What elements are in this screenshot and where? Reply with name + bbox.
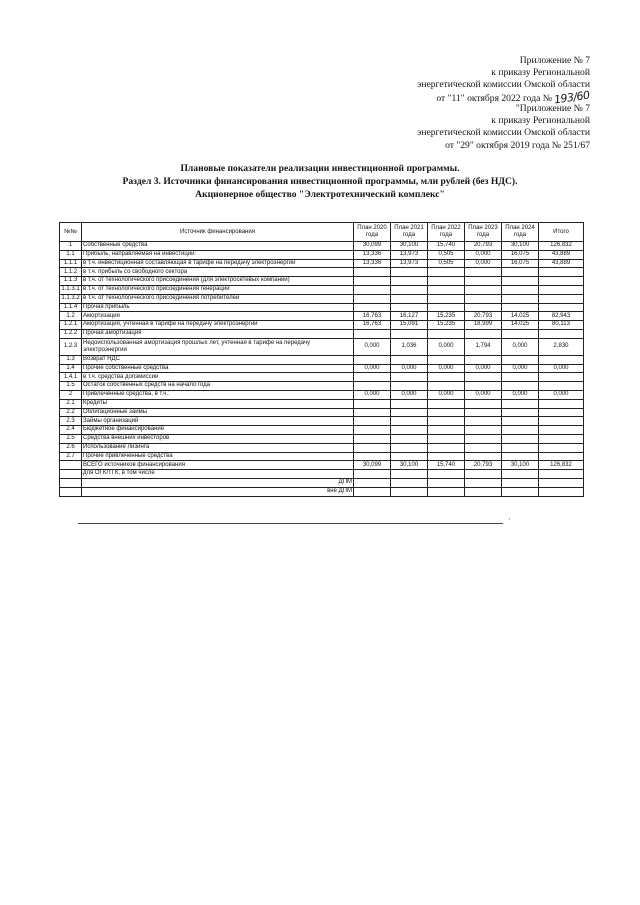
cell-plan-2020: 16,763 <box>354 321 391 330</box>
cell-plan-2022 <box>428 373 465 382</box>
cell-plan-2022 <box>428 268 465 277</box>
cell-plan-2024 <box>502 285 539 294</box>
appendix-new-header <box>417 55 590 105</box>
cell-plan-2021 <box>391 373 428 382</box>
header-source: Источник финансирования <box>82 223 354 242</box>
cell-plan-2024: 16,075 <box>502 259 539 268</box>
cell-plan-2021 <box>391 399 428 408</box>
cell-plan-2021 <box>391 417 428 426</box>
cell-plan-2021: 1,036 <box>391 338 428 355</box>
cell-total <box>539 408 584 417</box>
header-total: Итого <box>539 223 584 242</box>
cell-plan-2021: 30,100 <box>391 461 428 470</box>
cell-plan-2022: 15,235 <box>428 321 465 330</box>
cell-plan-2021 <box>391 426 428 435</box>
cell-plan-2023 <box>465 303 502 312</box>
table-row <box>60 338 584 355</box>
cell-plan-2020 <box>354 399 391 408</box>
table-row <box>60 373 584 382</box>
cell-plan-2020: 30,099 <box>354 461 391 470</box>
cell-num: 1.1.4 <box>60 303 82 312</box>
cell-plan-2020 <box>354 487 391 496</box>
cell-source: Прочая прибыль <box>82 303 354 312</box>
table-row <box>60 312 584 321</box>
cell-plan-2022 <box>428 355 465 364</box>
cell-plan-2020: 0,000 <box>354 364 391 373</box>
cell-total <box>539 487 584 496</box>
table-row <box>60 408 584 417</box>
cell-source: Займы организаций <box>82 417 354 426</box>
cell-plan-2023 <box>465 434 502 443</box>
cell-plan-2020 <box>354 434 391 443</box>
cell-plan-2020 <box>354 408 391 417</box>
cell-source: Прочие собственные средства <box>82 364 354 373</box>
cell-plan-2023 <box>465 382 502 391</box>
table-row <box>60 478 584 487</box>
table-row <box>60 294 584 303</box>
cell-plan-2024: 0,000 <box>502 338 539 355</box>
table-row <box>60 285 584 294</box>
cell-plan-2024: 14,025 <box>502 312 539 321</box>
cell-plan-2023 <box>465 470 502 479</box>
cell-plan-2022 <box>428 277 465 286</box>
cell-total: 126,832 <box>539 461 584 470</box>
cell-total: 43,889 <box>539 259 584 268</box>
cell-source: в т.ч. средства допэмиссии <box>82 373 354 382</box>
cell-plan-2021 <box>391 408 428 417</box>
header-plan-2021: План 2021 года <box>391 223 428 242</box>
cell-plan-2022 <box>428 303 465 312</box>
appendix-line: к приказу Региональной <box>491 115 590 127</box>
cell-num: 1.2 <box>60 312 82 321</box>
cell-plan-2021: 13,973 <box>391 259 428 268</box>
title-line-2: Раздел 3. Источники финансирования инвестиционной программы, млн рублей (без НДС). <box>122 176 518 187</box>
cell-total: 82,943 <box>539 312 584 321</box>
cell-plan-2023 <box>465 426 502 435</box>
cell-source: в т.ч. от технологического присоединения генерации <box>82 285 354 294</box>
appendix-old-header <box>417 103 590 152</box>
cell-total <box>539 277 584 286</box>
cell-plan-2023: 20,793 <box>465 312 502 321</box>
cell-plan-2020 <box>354 443 391 452</box>
appendix-date-text: от "11" октября 2022 года № <box>436 92 552 104</box>
cell-plan-2022 <box>428 443 465 452</box>
cell-source: в т.ч. от технологического присоединения потребителей <box>82 294 354 303</box>
cell-plan-2021 <box>391 303 428 312</box>
cell-plan-2022: 15,235 <box>428 312 465 321</box>
footer-rule <box>78 523 503 524</box>
table-row <box>60 390 584 399</box>
cell-plan-2024 <box>502 355 539 364</box>
cell-total <box>539 382 584 391</box>
cell-plan-2020 <box>354 470 391 479</box>
cell-plan-2020 <box>354 373 391 382</box>
header-num: №№ <box>60 223 82 242</box>
cell-plan-2022: 0,000 <box>428 390 465 399</box>
cell-total <box>539 268 584 277</box>
cell-plan-2021 <box>391 294 428 303</box>
cell-plan-2022 <box>428 285 465 294</box>
cell-plan-2023: 20,793 <box>465 242 502 251</box>
cell-plan-2022: 0,505 <box>428 259 465 268</box>
cell-source: Привлеченные средства, в т.ч.: <box>82 390 354 399</box>
cell-plan-2023: 0,000 <box>465 250 502 259</box>
cell-plan-2022 <box>428 329 465 338</box>
cell-plan-2021 <box>391 329 428 338</box>
cell-plan-2023 <box>465 452 502 461</box>
cell-plan-2020 <box>354 268 391 277</box>
cell-total <box>539 399 584 408</box>
table-row <box>60 452 584 461</box>
cell-plan-2021: 0,000 <box>391 390 428 399</box>
cell-plan-2023 <box>465 399 502 408</box>
document-title <box>0 162 640 201</box>
cell-num: 2.7 <box>60 452 82 461</box>
cell-plan-2023 <box>465 487 502 496</box>
cell-num: 1.2.1 <box>60 321 82 330</box>
cell-plan-2020 <box>354 382 391 391</box>
appendix-line: Приложение № 7 <box>519 55 590 66</box>
cell-plan-2023 <box>465 443 502 452</box>
cell-plan-2021: 0,000 <box>391 364 428 373</box>
cell-plan-2020 <box>354 277 391 286</box>
cell-num <box>60 478 82 487</box>
cell-num: 1.3 <box>60 355 82 364</box>
cell-total <box>539 355 584 364</box>
header-plan-2022: План 2022 года <box>428 223 465 242</box>
cell-source: Прочие привлеченные средства <box>82 452 354 461</box>
cell-source: Недоиспользованная амортизация прошлых лет, учтенная в тарифе на передачу электроэнергии <box>82 338 354 355</box>
appendix-line: "Приложение № 7 <box>515 103 590 114</box>
cell-num: 2 <box>60 390 82 399</box>
cell-plan-2024 <box>502 434 539 443</box>
cell-plan-2024: 14,025 <box>502 321 539 330</box>
cell-plan-2022 <box>428 487 465 496</box>
header-plan-2023: План 2023 года <box>465 223 502 242</box>
appendix-line: энергетической комиссии Омской области <box>417 79 590 91</box>
cell-source: ДПМ <box>82 478 354 487</box>
cell-source: Собственные средства <box>82 242 354 251</box>
footer-mark: · <box>508 515 511 524</box>
cell-plan-2021 <box>391 434 428 443</box>
cell-plan-2021 <box>391 268 428 277</box>
cell-plan-2024: 0,000 <box>502 390 539 399</box>
cell-total <box>539 285 584 294</box>
table-row <box>60 268 584 277</box>
table-row <box>60 434 584 443</box>
cell-num: 1.4 <box>60 364 82 373</box>
cell-plan-2020: 13,336 <box>354 250 391 259</box>
cell-source: Возврат НДС <box>82 355 354 364</box>
table-row <box>60 443 584 452</box>
header-plan-2020: План 2020 года <box>354 223 391 242</box>
cell-plan-2020 <box>354 294 391 303</box>
cell-plan-2020 <box>354 417 391 426</box>
cell-num: 1.5 <box>60 382 82 391</box>
cell-num: 1.2.3 <box>60 338 82 355</box>
cell-plan-2022 <box>428 470 465 479</box>
cell-plan-2024 <box>502 408 539 417</box>
appendix-line: к приказу Региональной <box>491 67 590 79</box>
cell-plan-2021: 15,091 <box>391 321 428 330</box>
cell-plan-2020 <box>354 355 391 364</box>
cell-plan-2023 <box>465 417 502 426</box>
cell-plan-2020 <box>354 285 391 294</box>
title-line-3: Акционерное общество "Электротехнический комплекс" <box>195 189 445 200</box>
cell-plan-2024: 30,100 <box>502 242 539 251</box>
cell-plan-2022 <box>428 294 465 303</box>
cell-total: 43,889 <box>539 250 584 259</box>
table-body <box>60 242 584 497</box>
cell-plan-2023 <box>465 408 502 417</box>
cell-plan-2022 <box>428 426 465 435</box>
cell-num <box>60 470 82 479</box>
cell-num: 2.1 <box>60 399 82 408</box>
cell-plan-2020: 30,099 <box>354 242 391 251</box>
cell-plan-2023: 18,999 <box>465 321 502 330</box>
cell-plan-2023: 0,000 <box>465 364 502 373</box>
cell-plan-2024 <box>502 277 539 286</box>
cell-plan-2020: 16,763 <box>354 312 391 321</box>
cell-num: 1.4.1 <box>60 373 82 382</box>
cell-plan-2022 <box>428 478 465 487</box>
cell-plan-2021: 13,973 <box>391 250 428 259</box>
cell-plan-2024 <box>502 329 539 338</box>
table-row <box>60 355 584 364</box>
cell-total <box>539 303 584 312</box>
table-row <box>60 461 584 470</box>
cell-plan-2022 <box>428 399 465 408</box>
cell-plan-2022: 15,740 <box>428 461 465 470</box>
header-plan-2024: План 2024 года <box>502 223 539 242</box>
cell-plan-2020: 13,336 <box>354 259 391 268</box>
cell-source: Бюджетное финансирование <box>82 426 354 435</box>
cell-source: Средства внешних инвесторов <box>82 434 354 443</box>
cell-plan-2020: 0,000 <box>354 390 391 399</box>
cell-plan-2022: 0,000 <box>428 364 465 373</box>
cell-source: Прочая амортизация <box>82 329 354 338</box>
table-row <box>60 364 584 373</box>
cell-plan-2021 <box>391 452 428 461</box>
cell-total <box>539 443 584 452</box>
cell-plan-2020 <box>354 478 391 487</box>
cell-source: Амортизация, учтенная в тарифе на передачу электроэнергии <box>82 321 354 330</box>
cell-num <box>60 461 82 470</box>
cell-source: Кредиты <box>82 399 354 408</box>
cell-source: Прибыль, направляемая на инвестиции: <box>82 250 354 259</box>
cell-total: 126,832 <box>539 242 584 251</box>
cell-plan-2021: 30,100 <box>391 242 428 251</box>
cell-plan-2020 <box>354 452 391 461</box>
cell-total <box>539 329 584 338</box>
cell-num: 1.1.3.2 <box>60 294 82 303</box>
cell-plan-2021: 16,127 <box>391 312 428 321</box>
cell-num: 1.1 <box>60 250 82 259</box>
cell-total <box>539 294 584 303</box>
appendix-line: от "29" октября 2019 года № 251/67 <box>445 139 590 151</box>
cell-plan-2022 <box>428 417 465 426</box>
cell-total <box>539 417 584 426</box>
cell-plan-2024 <box>502 426 539 435</box>
cell-plan-2022: 15,740 <box>428 242 465 251</box>
cell-source: Остаток собственных средств на начало года <box>82 382 354 391</box>
table-row <box>60 426 584 435</box>
cell-num: 2.6 <box>60 443 82 452</box>
table-row <box>60 487 584 496</box>
cell-plan-2020: 0,000 <box>354 338 391 355</box>
cell-plan-2020 <box>354 329 391 338</box>
cell-plan-2021 <box>391 470 428 479</box>
table-header-row <box>60 223 584 242</box>
cell-plan-2021 <box>391 355 428 364</box>
cell-source: для ОГК/ТГК, в том числе <box>82 470 354 479</box>
cell-plan-2024 <box>502 373 539 382</box>
cell-plan-2024 <box>502 470 539 479</box>
cell-plan-2022 <box>428 408 465 417</box>
cell-plan-2023 <box>465 285 502 294</box>
cell-source: Амортизация <box>82 312 354 321</box>
cell-plan-2023: 1,794 <box>465 338 502 355</box>
cell-source: в т.ч. от технологического присоединения (для электросетевых компаний) <box>82 277 354 286</box>
cell-num: 1 <box>60 242 82 251</box>
cell-plan-2022 <box>428 382 465 391</box>
cell-num: 1.1.1 <box>60 259 82 268</box>
cell-plan-2024 <box>502 443 539 452</box>
table-row <box>60 321 584 330</box>
cell-plan-2023 <box>465 373 502 382</box>
cell-source: ВСЕГО источников финансирования <box>82 461 354 470</box>
cell-total <box>539 470 584 479</box>
cell-num: 2.2 <box>60 408 82 417</box>
cell-total: 2,830 <box>539 338 584 355</box>
cell-plan-2024 <box>502 382 539 391</box>
cell-plan-2024 <box>502 303 539 312</box>
cell-plan-2024: 0,000 <box>502 364 539 373</box>
table-row <box>60 417 584 426</box>
cell-plan-2023: 20,793 <box>465 461 502 470</box>
cell-total <box>539 452 584 461</box>
cell-total: 0,000 <box>539 390 584 399</box>
table-row <box>60 242 584 251</box>
table-row <box>60 277 584 286</box>
cell-plan-2022: 0,000 <box>428 338 465 355</box>
cell-num: 1.1.3 <box>60 277 82 286</box>
cell-plan-2024: 16,075 <box>502 250 539 259</box>
cell-source: вне ДПМ <box>82 487 354 496</box>
cell-plan-2024 <box>502 294 539 303</box>
cell-plan-2023 <box>465 329 502 338</box>
cell-plan-2024 <box>502 417 539 426</box>
cell-plan-2024: 30,100 <box>502 461 539 470</box>
appendix-line: энергетической комиссии Омской области <box>417 127 590 139</box>
cell-plan-2022 <box>428 452 465 461</box>
table-row <box>60 329 584 338</box>
table-row <box>60 399 584 408</box>
cell-source: Облигационные займы <box>82 408 354 417</box>
cell-plan-2022: 0,505 <box>428 250 465 259</box>
cell-plan-2021 <box>391 478 428 487</box>
table-row <box>60 303 584 312</box>
cell-plan-2024 <box>502 268 539 277</box>
table-row <box>60 259 584 268</box>
financing-sources-table <box>59 222 584 497</box>
cell-plan-2022 <box>428 434 465 443</box>
cell-plan-2024 <box>502 478 539 487</box>
cell-plan-2021 <box>391 277 428 286</box>
cell-plan-2021 <box>391 382 428 391</box>
cell-plan-2021 <box>391 443 428 452</box>
cell-plan-2020 <box>354 426 391 435</box>
table-row <box>60 250 584 259</box>
cell-num: 1.1.2 <box>60 268 82 277</box>
cell-num <box>60 487 82 496</box>
cell-source: в т.ч. инвестиционная составляющая в тарифе на передачу электроэнергии <box>82 259 354 268</box>
cell-plan-2021 <box>391 285 428 294</box>
handwritten-order-number: 193/60 <box>553 88 591 107</box>
cell-total: 0,000 <box>539 364 584 373</box>
cell-plan-2023 <box>465 355 502 364</box>
cell-total <box>539 478 584 487</box>
cell-source: в т.ч. прибыль со свободного сектора <box>82 268 354 277</box>
cell-plan-2024 <box>502 399 539 408</box>
cell-plan-2023 <box>465 294 502 303</box>
cell-plan-2024 <box>502 452 539 461</box>
cell-num: 2.5 <box>60 434 82 443</box>
cell-total: 80,113 <box>539 321 584 330</box>
cell-num: 1.1.3.1 <box>60 285 82 294</box>
cell-plan-2020 <box>354 303 391 312</box>
cell-num: 2.4 <box>60 426 82 435</box>
cell-plan-2021 <box>391 487 428 496</box>
cell-num: 1.2.2 <box>60 329 82 338</box>
cell-plan-2023 <box>465 478 502 487</box>
cell-source: Использование лизинга <box>82 443 354 452</box>
cell-plan-2023: 0,000 <box>465 390 502 399</box>
cell-total <box>539 373 584 382</box>
table-row <box>60 470 584 479</box>
cell-plan-2024 <box>502 487 539 496</box>
cell-total <box>539 434 584 443</box>
cell-num: 2.3 <box>60 417 82 426</box>
cell-plan-2023: 0,000 <box>465 259 502 268</box>
cell-plan-2023 <box>465 268 502 277</box>
title-line-1: Плановые показатели реализации инвестиционной программы. <box>180 163 460 174</box>
cell-total <box>539 426 584 435</box>
table-row <box>60 382 584 391</box>
cell-plan-2023 <box>465 277 502 286</box>
